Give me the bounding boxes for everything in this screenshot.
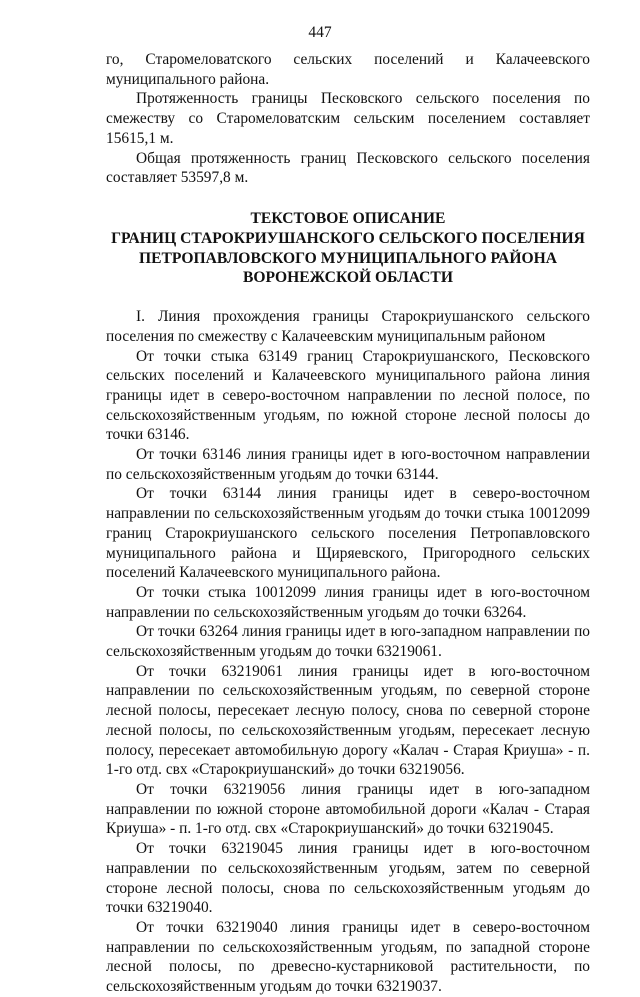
intro-paragraph-3: Общая протяженность границ Песковского сельского поселения составляет 53597,8 м. [106, 149, 590, 187]
body-paragraph-5: От точки 63264 линия границы идет в юго-западном направлении по сельскохозяйственным угодьям до точки 63219061. [106, 623, 590, 661]
document-body [106, 50, 590, 997]
intro-paragraph-1: го, Старомеловатского сельских поселений и Калачеевского муниципального района. [106, 51, 590, 88]
body-paragraph-9: От точки 63219040 линия границы идет в северо-восточном направлении по сельскохозяйственным угодьям, по западной стороне лесной полосы, по древесно-кустарниковой растительности, по сельскохозяйственным угодьям до точки 63219037. [106, 918, 590, 996]
body-paragraph-1: От точки стыка 63149 границ Старокриушанского, Песковского сельских поселений и Калачеевского муниципального района линия границы идет в северо-восточном направлении по лесной полосе, по сельскохозяйственным угодьям, по южной стороне лесной полосы до точки 63146. [106, 347, 590, 444]
body-paragraph-2: От точки 63146 линия границы идет в юго-восточном направлении по сельскохозяйственным угодьям до точки 63144. [106, 446, 590, 483]
section-title: I. Линия прохождения границы Старокриушанского сельского поселения по смежеству с Калачеевским муниципальным районом [106, 308, 590, 345]
heading-line-4: ВОРОНЕЖСКОЙ ОБЛАСТИ [243, 269, 453, 287]
section-heading [106, 209, 590, 288]
body-paragraph-3: От точки 63144 линия границы идет в северо-восточном направлении по сельскохозяйственным угодьям до точки стыка 10012099 границ Старокриушанского сельского поселения Петропавловского муниципального района и Щиряевского, Пригородного сельских поселений Калачеевского муниципального района. [106, 485, 590, 582]
heading-line-1: ТЕКСТОВОЕ ОПИСАНИЕ [250, 209, 446, 227]
body-paragraph-8: От точки 63219045 линия границы идет в юго-восточном направлении по сельскохозяйственным угодьям, затем по северной стороне лесной полосы, снова по сельскохозяйственным угодьям до точки 63219040. [106, 840, 590, 917]
page-number: 447 [308, 24, 332, 41]
body-paragraph-6: От точки 63219061 линия границы идет в юго-восточном направлении по сельскохозяйственным угодьям, по северной стороне лесной полосы, пересекает лесную полосу, снова по северной стороне лесной полосы, по сельскохозяйственным угодьям, пересекает лесную полосу, пересекает автомобильную дорогу «Калач - Старая Криуша» - п. 1-го отд. свх «Старокриушанский» до точки 63219056. [106, 662, 590, 779]
heading-line-2: ГРАНИЦ СТАРОКРИУШАНСКОГО СЕЛЬСКОГО ПОСЕЛЕНИЯ [111, 229, 585, 247]
body-paragraph-7: От точки 63219056 линия границы идет в юго-западном направлении по южной стороне автомобильной дороги «Калач - Старая Криуша» - п. 1-го отд. свх «Старокриушанский» до точки 63219045. [106, 780, 590, 838]
body-paragraph-4: От точки стыка 10012099 линия границы идет в юго-восточном направлении по сельскохозяйственным угодьям до точки 63264. [106, 583, 590, 621]
intro-paragraph-2: Протяженность границы Песковского сельского поселения по смежеству со Старомеловатским сельским поселением составляет 15615,1 м. [106, 90, 590, 147]
heading-line-3: ПЕТРОПАВЛОВСКОГО МУНИЦИПАЛЬНОГО РАЙОНА [139, 249, 557, 267]
